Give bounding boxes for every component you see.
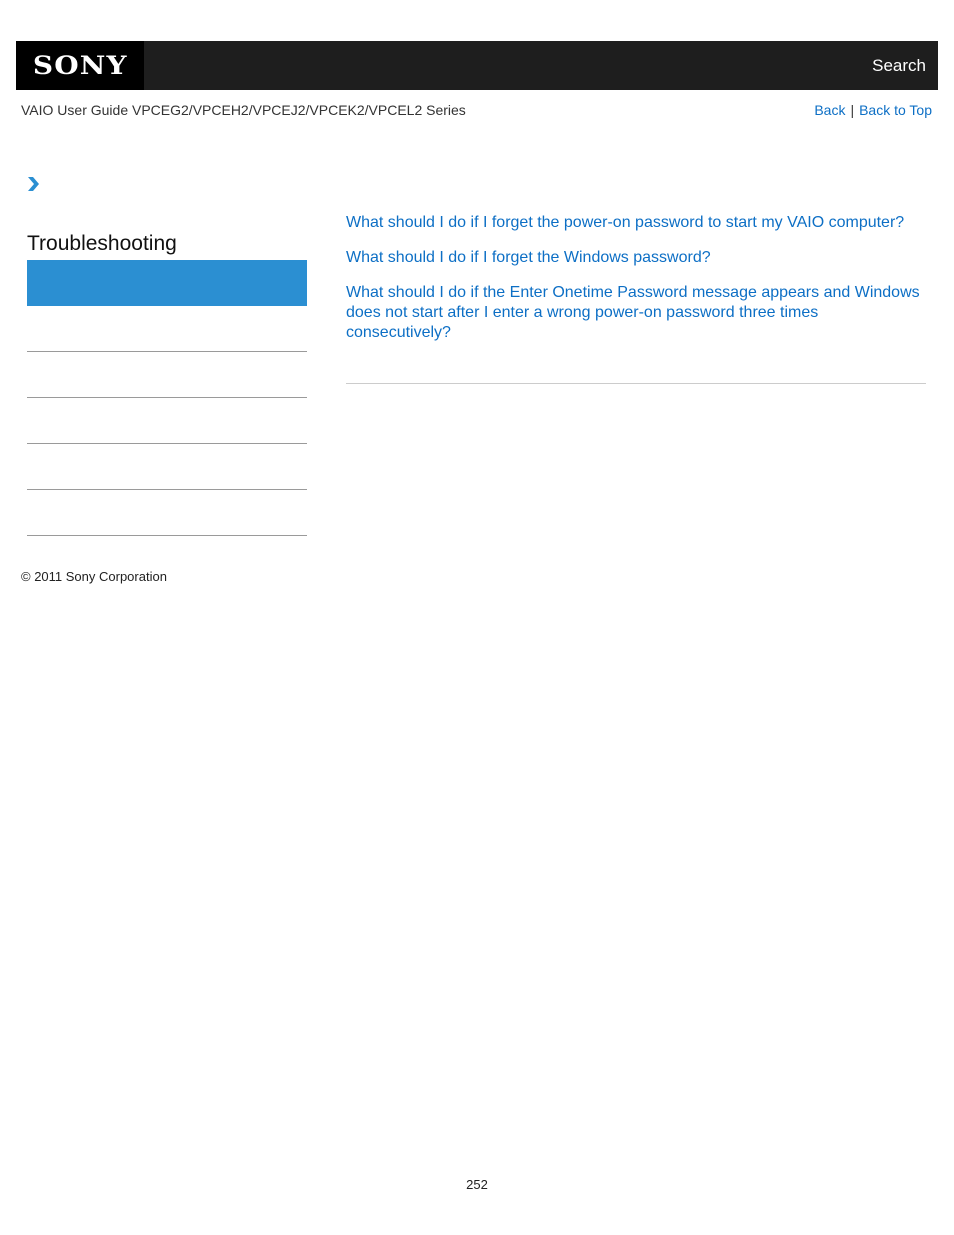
sidebar-item[interactable] (27, 306, 307, 352)
guide-title: VAIO User Guide VPCEG2/VPCEH2/VPCEJ2/VPCEK2/VPCEL2 Series (21, 102, 466, 118)
topic-list (346, 213, 926, 358)
back-to-top-link[interactable]: Back to Top (859, 102, 932, 118)
sidebar-item[interactable] (27, 444, 307, 490)
nav-separator: | (850, 102, 855, 118)
nav-links (814, 102, 932, 118)
back-link[interactable]: Back (814, 102, 846, 118)
search-link[interactable]: Search (872, 56, 926, 75)
sidebar-item[interactable] (27, 490, 307, 536)
logo-text: SONY (32, 51, 128, 80)
sidebar-item[interactable] (27, 352, 307, 398)
topic-link-windows-password[interactable]: What should I do if I forget the Windows password? (346, 249, 711, 266)
sony-logo (16, 41, 144, 90)
copyright: © 2011 Sony Corporation (21, 569, 167, 584)
topic-link-power-on-password[interactable]: What should I do if I forget the power-on password to start my VAIO computer? (346, 214, 905, 231)
content-divider (346, 383, 926, 384)
sidebar-item[interactable] (27, 398, 307, 444)
chevron-right-icon (26, 176, 40, 192)
sidebar-nav (27, 260, 307, 536)
section-title: Troubleshooting (27, 232, 177, 255)
topic-link-onetime-password[interactable]: What should I do if the Enter Onetime Password message appears and Windows does not start after I enter a wrong power-on password three times consecutively? (346, 284, 920, 341)
header-bar (16, 41, 938, 90)
page-number: 252 (466, 1177, 488, 1192)
sidebar-item-active[interactable] (27, 260, 307, 306)
